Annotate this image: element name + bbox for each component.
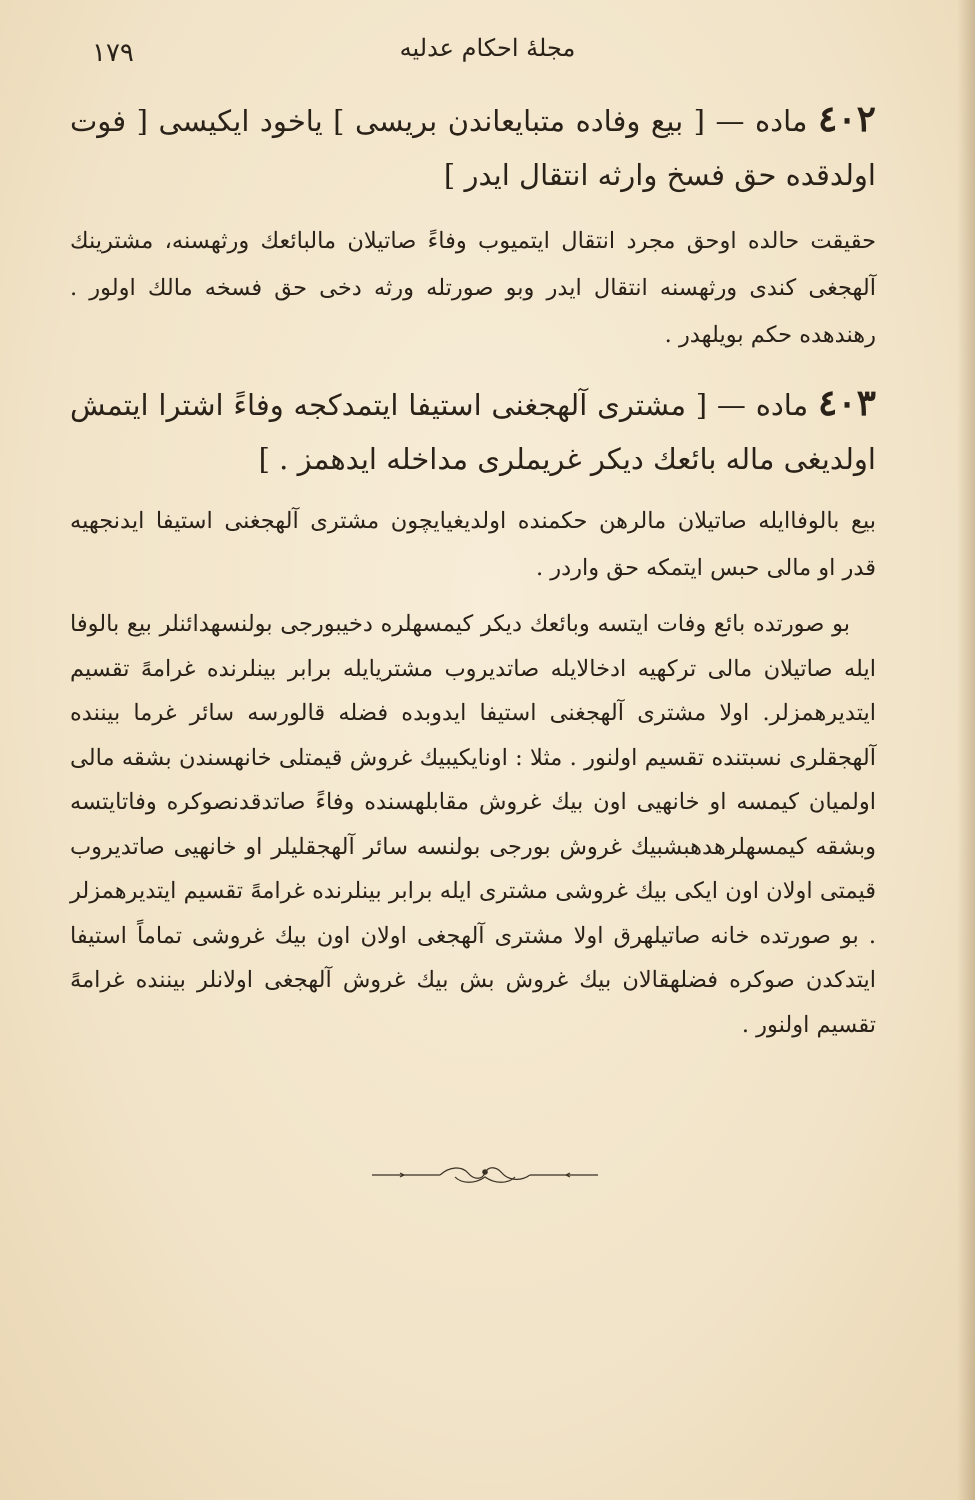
section-end-ornament [370, 1160, 600, 1190]
article-403-heading [70, 376, 876, 486]
page-edge-shadow [957, 0, 975, 1500]
running-title: مجلهٔ احکام عدلیه [399, 34, 576, 62]
article-403-title: ماده — [ مشتری آلهجغنی استیفا ایتمدکجه وفاءً اشترا ایتمش اولدیغی ماله بائعك دیکر غریملری مداخله ایدهمز . ] [70, 388, 876, 476]
article-402-heading [70, 92, 876, 202]
article-403-body: بیع بالوفاایله صاتیلان مالرهن حکمنده اولدیغیایچون مشتری آلهجغنی استیفا ایدنجهیه قدر او مالی حبس ایتمکه حق واردر . [70, 508, 876, 581]
article-402-body: حقیقت حالده اوحق مجرد انتقال ایتمیوب وفاءً صاتیلان مالبائعك ورثهسنه، مشترینك آلهجغی کندی ورثهسنه انتقال ایدر وبو صورتله ورثه دخی حق فسخه مالك اولور . رهندهده حکم بویلهدر . [70, 228, 876, 348]
article-403-number: ٤٠٣ [818, 382, 877, 424]
page-number: ١٧٩ [92, 38, 134, 68]
article-402-number: ٤٠٢ [817, 98, 876, 140]
page-header [70, 34, 905, 74]
example-paragraph [70, 602, 876, 1047]
article-402-title: ماده — [ بیع وفاده متبایعاندن بریسی ] یاخود ایکیسی [ فوت اولدقده حق فسخ وارثه انتقال ایدر ] [70, 104, 876, 192]
example-text: بو صورتده بائع وفات ایتسه وبائعك دیکر کیمسهلره دخیبورجی بولنسهدائنلر بیع بالوفا ایله صاتیلان مالی ترکهیه ادخالایله صاتدیروب مشتریایله برابر بینلرنده غرامهً تقسیم ایتدیرهمزلر. اولا مشتری آلهجغنی استیفا ایدوبده فضله قالورسه سائر غرما بیننده آلهجقلری نسبتنده تقسیم اولنور . مثلا : اونایکیبیك غروش قیمتلی خانهسندن بشقه مالی اولمیان کیمسه او خانهیی اون بیك غروش مقابلهسنده وفاءً صاتدقدنصوکره وفاتایتسه وبشقه کیمسهلرهدهبشبیك غروش بورجی بولنسه سائر آلهجقلیلر او خانهیی صاتدیروب قیمتی اولان اون ایکی بیك غروشی مشتری ایله برابر بینلرنده غرامهً تقسیم ایتدیرهمزلر . بو صورتده خانه صاتیلهرق اولا مشتری آلهجغی اولان اون بیك غروشی تماماً استیفا ایتدکدن صوکره فضلهقالان بیك غروش بش بیك غروش آلهجغی اولانلر بیننده غرامهً تقسیم اولنور . [70, 611, 876, 1038]
